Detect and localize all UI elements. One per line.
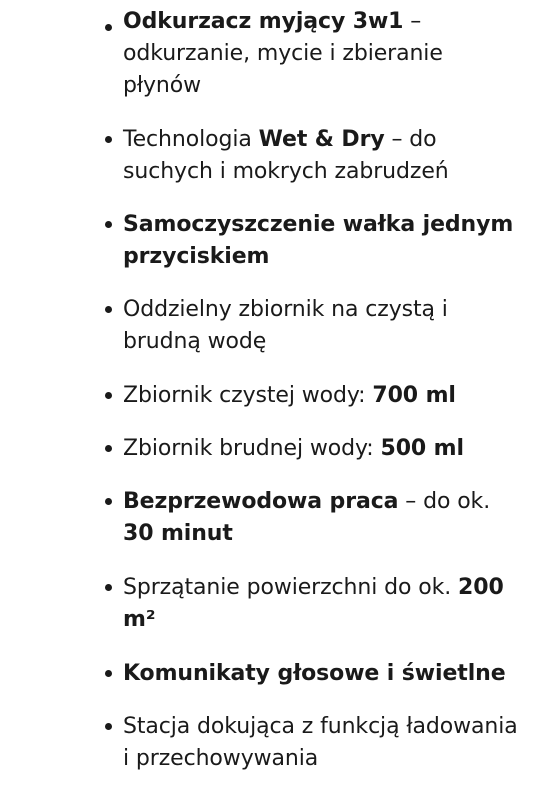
bullet-icon <box>105 136 112 143</box>
feature-text-bold: 200 m² <box>123 575 504 632</box>
bullet-icon <box>105 445 112 452</box>
feature-text <box>123 486 523 550</box>
feature-text <box>123 380 523 412</box>
bullet-icon <box>105 306 112 313</box>
feature-text-regular: Zbiornik czystej wody: <box>123 383 373 408</box>
feature-text <box>123 124 523 188</box>
feature-text-bold: 30 minut <box>123 521 233 546</box>
feature-text <box>123 6 523 102</box>
feature-text-regular: Stacja dokująca z funkcją ładowania i przechowywania <box>123 714 518 771</box>
feature-text-regular: Technologia <box>123 127 259 152</box>
feature-text-regular: Sprzątanie powierzchni do ok. <box>123 575 459 600</box>
feature-text-regular: – do suchych i mokrych zabrudzeń <box>123 127 449 184</box>
bullet-icon <box>105 221 112 228</box>
bullet-icon <box>105 392 112 399</box>
bullet-icon <box>105 723 112 730</box>
feature-text <box>123 572 523 636</box>
feature-text-bold: Samoczyszczenie wałka jednym przyciskiem <box>123 212 514 269</box>
feature-text <box>123 294 523 358</box>
feature-text <box>123 658 523 690</box>
feature-text-regular: Oddzielny zbiornik na czystą i brudną wodę <box>123 297 448 354</box>
feature-text <box>123 433 523 465</box>
feature-text <box>123 711 523 775</box>
feature-text-regular: – do ok. <box>398 489 491 514</box>
feature-text-regular: Zbiornik brudnej wody: <box>123 436 381 461</box>
bullet-icon <box>105 498 112 505</box>
feature-text-bold: Bezprzewodowa praca <box>123 489 399 514</box>
bullet-icon <box>105 584 112 591</box>
bullet-icon <box>105 24 112 31</box>
bullet-icon <box>105 670 112 677</box>
feature-text-bold: 700 ml <box>372 383 456 408</box>
feature-text-regular: – odkurzanie, mycie i zbieranie płynów <box>123 9 443 98</box>
feature-text-bold: Wet & Dry <box>258 127 385 152</box>
feature-text-bold: Komunikaty głosowe i świetlne <box>123 661 506 686</box>
feature-text-bold: 500 ml <box>380 436 464 461</box>
feature-text-bold: Odkurzacz myjący 3w1 <box>123 9 404 34</box>
feature-text <box>123 209 523 273</box>
